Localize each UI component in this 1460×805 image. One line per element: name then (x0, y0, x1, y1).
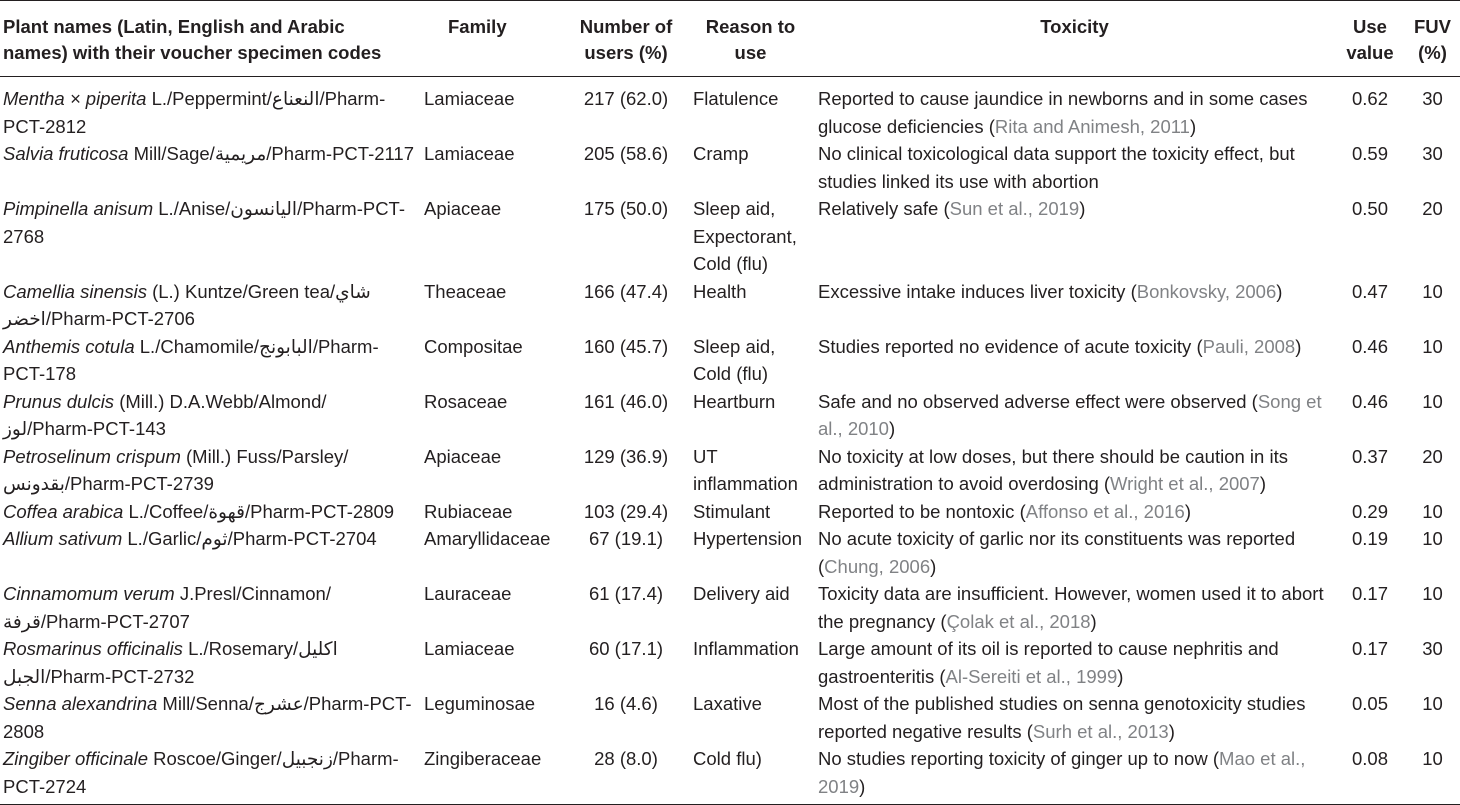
family-cell: Rosaceae (424, 390, 508, 412)
toxicity-text: No acute toxicity of garlic nor its constituents was reported ( (818, 528, 1296, 577)
plant-name-cell (0, 690, 418, 745)
latin-name: Zingiber officinale (3, 748, 148, 769)
toxicity-text-end: ) (1184, 500, 1192, 522)
users-cell: 166 (47.4) (583, 280, 669, 302)
table-body (0, 77, 1460, 805)
family-cell: Leguminosae (424, 693, 536, 714)
toxicity-cell (812, 443, 1335, 498)
latin-name: Anthemis cotula (3, 335, 135, 357)
fuv-cell: 10 (1422, 693, 1443, 714)
plant-name-cell (0, 333, 418, 388)
plant-name-details: (Mill.) D.A.Webb/Almond/لوز/Pharm-PCT-143 (3, 390, 327, 439)
toxicity-text: Most of the published studies on senna genotoxicity studies reported negative results ( (818, 693, 1306, 742)
reason-cell: Sleep aid, Cold (flu) (693, 335, 776, 384)
family-cell: Amaryllidaceae (424, 528, 551, 549)
fuv-cell: 30 (1422, 143, 1443, 164)
use-value-cell: 0.08 (1351, 748, 1388, 769)
table-row (0, 635, 1460, 690)
plant-name-details: Mill/Sage/مريمية/Pharm-PCT-2117 (128, 143, 415, 164)
toxicity-text-end: ) (1276, 280, 1283, 302)
toxicity-text-end: ) (1117, 665, 1124, 687)
toxicity-text-end: ) (930, 555, 937, 577)
use-value-cell: 0.50 (1351, 198, 1388, 219)
use-value-cell: 0.29 (1351, 500, 1388, 522)
toxicity-text-end: ) (1259, 473, 1267, 494)
plant-name-details: L./Rosemary/اكليل الجبل/Pharm-PCT-2732 (3, 638, 338, 687)
toxicity-text-end: ) (1295, 335, 1302, 357)
table-row (0, 388, 1460, 443)
latin-name: Prunus dulcis (3, 390, 115, 412)
toxicity-cell (812, 525, 1335, 580)
reason-cell: Stimulant (693, 500, 771, 522)
use-value-cell: 0.17 (1351, 638, 1388, 659)
plant-name-cell (0, 140, 418, 195)
citation-link[interactable]: Bonkovsky, 2006 (1136, 280, 1277, 302)
family-cell: Theaceae (424, 280, 507, 302)
plant-name-details: (L.) Kuntze/Green tea/شاي اخضر/Pharm-PCT-2706 (3, 280, 371, 329)
users-cell: 28 (8.0) (594, 748, 658, 769)
table-row (0, 498, 1460, 526)
citation-link[interactable]: Al-Sereiti et al., 1999 (945, 665, 1118, 687)
family-cell: Lauraceae (424, 583, 512, 604)
plant-name-details: L./Coffee/قهوة/Pharm-PCT-2809 (123, 500, 395, 522)
toxicity-cell (812, 77, 1335, 141)
toxicity-cell (812, 580, 1335, 635)
fuv-cell: 10 (1422, 748, 1443, 769)
family-cell: Apiaceae (424, 198, 502, 219)
toxicity-cell (812, 195, 1335, 278)
latin-name: Senna alexandrina (3, 693, 158, 714)
reason-cell: UT inflammation (693, 445, 798, 494)
plant-name-cell (0, 498, 418, 526)
header-toxicity: Toxicity (1040, 16, 1109, 37)
users-cell: 217 (62.0) (583, 88, 669, 109)
toxicity-cell (812, 278, 1335, 333)
toxicity-text: No clinical toxicological data support the toxicity effect, but studies linked its use with abortion (818, 143, 1295, 192)
plant-name-details: (Mill.) Fuss/Parsley/بقدونس/Pharm-PCT-2739 (3, 445, 349, 494)
users-cell: 205 (58.6) (583, 143, 669, 164)
header-reason-to-use: Reason to use (705, 16, 796, 63)
fuv-cell: 10 (1422, 280, 1443, 302)
reason-cell: Flatulence (693, 88, 779, 109)
header-plant-names: Plant names (Latin, English and Arabic names) with their voucher specimen codes (3, 16, 382, 63)
citation-link[interactable]: Chung, 2006 (824, 555, 931, 577)
header-number-of-users: Number of users (%) (579, 16, 673, 63)
plant-name-cell (0, 278, 418, 333)
plant-name-details: L./Chamomile/البابونج/Pharm-PCT-178 (3, 335, 379, 384)
plant-name-cell (0, 580, 418, 635)
toxicity-cell (812, 498, 1335, 526)
users-cell: 161 (46.0) (583, 390, 669, 412)
toxicity-cell (812, 690, 1335, 745)
table-row (0, 195, 1460, 278)
reason-cell: Health (693, 280, 747, 302)
latin-name: Rosmarinus officinalis (3, 638, 183, 659)
toxicity-cell (812, 388, 1335, 443)
table-row (0, 278, 1460, 333)
reason-cell: Sleep aid, Expectorant, Cold (flu) (693, 198, 797, 274)
family-cell: Rubiaceae (424, 500, 513, 522)
citation-link[interactable]: Wright et al., 2007 (1110, 473, 1260, 494)
latin-name: Pimpinella anisum (3, 198, 154, 219)
use-value-cell: 0.46 (1351, 335, 1388, 357)
toxicity-text: Safe and no observed adverse effect were observed ( (818, 390, 1258, 412)
header-use-value: Use value (1346, 16, 1394, 63)
reason-cell: Heartburn (693, 390, 776, 412)
use-value-cell: 0.59 (1351, 143, 1388, 164)
citation-link[interactable]: Surh et al., 2013 (1032, 720, 1169, 742)
use-value-cell: 0.46 (1351, 390, 1388, 412)
reason-cell: Cold flu) (693, 748, 762, 769)
fuv-cell: 10 (1422, 528, 1443, 549)
plant-name-cell (0, 388, 418, 443)
family-cell: Apiaceae (424, 445, 502, 467)
toxicity-cell (812, 140, 1335, 195)
table-row (0, 580, 1460, 635)
header-family: Family (448, 16, 507, 37)
toxicity-cell (812, 745, 1335, 805)
family-cell: Lamiaceae (424, 638, 515, 659)
table-header (0, 1, 1460, 77)
toxicity-text: Reported to be nontoxic ( (818, 500, 1026, 522)
toxicity-text: Relatively safe ( (818, 198, 950, 219)
header-fuv: FUV (%) (1414, 16, 1451, 63)
use-value-cell: 0.47 (1351, 280, 1388, 302)
plant-name-details: L./Anise/اليانسون/Pharm-PCT-2768 (3, 198, 405, 247)
table-row (0, 525, 1460, 580)
fuv-cell: 20 (1422, 198, 1443, 219)
fuv-cell: 30 (1422, 88, 1443, 109)
plant-name-details: L./Peppermint/النعناع/Pharm-PCT-2812 (3, 88, 386, 137)
latin-name: Camellia sinensis (3, 280, 147, 302)
fuv-cell: 10 (1422, 500, 1443, 522)
fuv-cell: 10 (1422, 583, 1443, 604)
citation-link[interactable]: Sun et al., 2019 (949, 198, 1080, 219)
plant-name-details: J.Presl/Cinnamon/قرفة/Pharm-PCT-2707 (3, 583, 331, 632)
citation-link[interactable]: Çolak et al., 2018 (946, 610, 1091, 632)
users-cell: 129 (36.9) (583, 445, 669, 467)
use-value-cell: 0.05 (1351, 693, 1388, 714)
table-row (0, 333, 1460, 388)
plant-name-cell (0, 195, 418, 278)
table-row (0, 77, 1460, 141)
toxicity-text-end: ) (1189, 115, 1197, 137)
users-cell: 60 (17.1) (588, 638, 664, 659)
users-cell: 160 (45.7) (583, 335, 669, 357)
reason-cell: Delivery aid (693, 583, 790, 604)
citation-link[interactable]: Rita and Animesh, 2011 (994, 115, 1190, 137)
citation-link[interactable]: Pauli, 2008 (1202, 335, 1296, 357)
citation-link[interactable]: Mao et al., 2019 (818, 748, 1306, 797)
reason-cell: Cramp (693, 143, 749, 164)
toxicity-text: Large amount of its oil is reported to cause nephritis and gastroenteritis ( (818, 638, 1279, 687)
citation-link[interactable]: Song et al., 2010 (818, 390, 1322, 439)
table-row (0, 140, 1460, 195)
users-cell: 67 (19.1) (588, 528, 664, 549)
plant-name-details: Mill/Senna/عشرج/Pharm-PCT-2808 (3, 693, 412, 742)
use-value-cell: 0.62 (1351, 88, 1388, 109)
table-row (0, 443, 1460, 498)
toxicity-text-end: ) (1090, 610, 1097, 632)
users-cell: 61 (17.4) (588, 583, 664, 604)
plant-name-cell (0, 745, 418, 805)
fuv-cell: 30 (1422, 638, 1443, 659)
plant-name-details: Roscoe/Ginger/زنجبيل/Pharm-PCT-2724 (3, 748, 399, 797)
latin-name: Petroselinum crispum (3, 445, 181, 467)
toxicity-text: Studies reported no evidence of acute toxicity ( (818, 335, 1203, 357)
header-row (0, 1, 1460, 77)
latin-name: Mentha × piperita (3, 88, 147, 109)
table-row (0, 690, 1460, 745)
latin-name: Cinnamomum verum (3, 583, 175, 604)
family-cell: Lamiaceae (424, 88, 515, 109)
toxicity-text-end: ) (859, 775, 866, 797)
users-cell: 103 (29.4) (583, 500, 669, 522)
latin-name: Allium sativum (3, 528, 123, 549)
latin-name: Salvia fruticosa (3, 143, 129, 164)
fuv-cell: 20 (1422, 445, 1443, 467)
reason-cell: Inflammation (693, 638, 799, 659)
use-value-cell: 0.17 (1351, 583, 1388, 604)
plant-name-cell (0, 635, 418, 690)
plant-name-cell (0, 77, 418, 141)
family-cell: Lamiaceae (424, 143, 515, 164)
table-row (0, 745, 1460, 805)
toxicity-cell (812, 333, 1335, 388)
reason-cell: Hypertension (693, 528, 803, 549)
toxicity-text-end: ) (888, 418, 896, 439)
fuv-cell: 10 (1422, 390, 1443, 412)
plant-name-details: L./Garlic/ثوم/Pharm-PCT-2704 (122, 528, 377, 549)
family-cell: Compositae (424, 335, 523, 357)
latin-name: Coffea arabica (3, 500, 124, 522)
toxicity-text: Reported to cause jaundice in newborns and in some cases glucose deficiencies ( (818, 88, 1308, 137)
toxicity-text: Excessive intake induces liver toxicity ( (818, 280, 1137, 302)
users-cell: 175 (50.0) (583, 198, 669, 219)
plant-name-cell (0, 443, 418, 498)
toxicity-text-end: ) (1168, 720, 1175, 742)
toxicity-cell (812, 635, 1335, 690)
fuv-cell: 10 (1422, 335, 1443, 357)
toxicity-text: Toxicity data are insufficient. However, women used it to abort the pregnancy ( (818, 583, 1324, 632)
citation-link[interactable]: Affonso et al., 2016 (1025, 500, 1185, 522)
use-value-cell: 0.19 (1351, 528, 1388, 549)
users-cell: 16 (4.6) (594, 693, 658, 714)
plant-name-cell (0, 525, 418, 580)
use-value-cell: 0.37 (1351, 445, 1388, 467)
reason-cell: Laxative (693, 693, 762, 714)
toxicity-text: No studies reporting toxicity of ginger up to now ( (818, 748, 1220, 769)
family-cell: Zingiberaceae (424, 748, 542, 769)
toxicity-text: No toxicity at low doses, but there should be caution in its administration to avoid overdosing ( (818, 445, 1288, 494)
toxicity-text-end: ) (1079, 198, 1086, 219)
